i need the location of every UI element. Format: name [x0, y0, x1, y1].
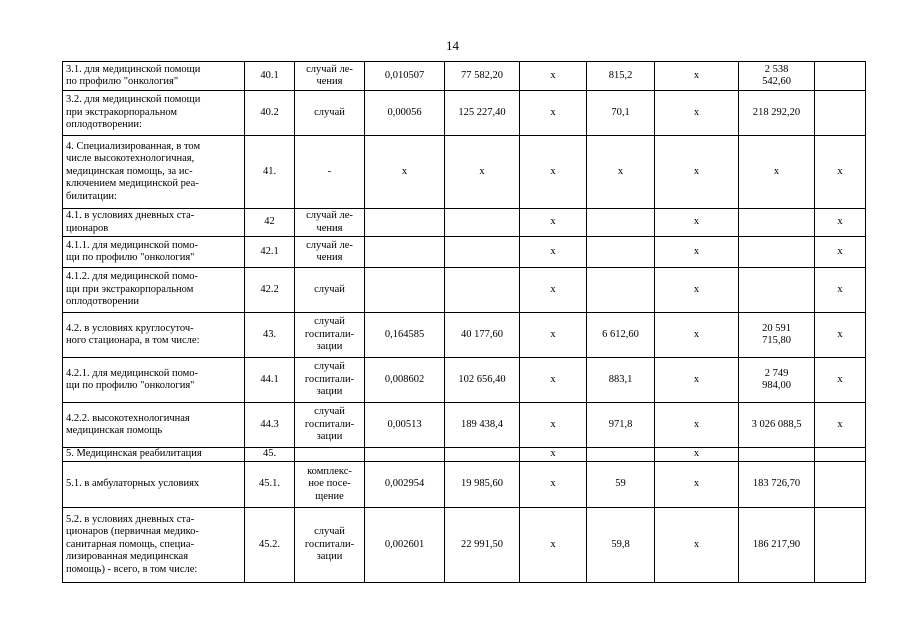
row-number-cell: 40.2: [245, 91, 295, 136]
table-row: [63, 508, 866, 583]
column-9-cell: [739, 237, 815, 268]
cost-value-cell: [445, 268, 520, 313]
row-number-cell: 45.: [245, 448, 295, 462]
norm-value-cell: [365, 448, 445, 462]
column-10-cell: [815, 462, 866, 508]
table-row: [63, 237, 866, 268]
column-10-cell: х: [815, 358, 866, 403]
column-10-cell: [815, 448, 866, 462]
row-label-cell: 5.1. в амбулаторных условиях: [63, 462, 245, 508]
row-number-cell: 45.2.: [245, 508, 295, 583]
cost-value-cell: [445, 209, 520, 237]
column-8-cell: х: [655, 358, 739, 403]
column-6-cell: х: [520, 91, 587, 136]
table-row: [63, 268, 866, 313]
cost-value-cell: [445, 237, 520, 268]
column-8-cell: х: [655, 403, 739, 448]
column-6-cell: х: [520, 358, 587, 403]
table-row: [63, 62, 866, 91]
column-8-cell: х: [655, 62, 739, 91]
column-6-cell: х: [520, 136, 587, 209]
row-label-cell: 4.2. в условиях круглосуточ- ного стационара, в том числе:: [63, 313, 245, 358]
column-6-cell: х: [520, 237, 587, 268]
cost-value-cell: 22 991,50: [445, 508, 520, 583]
row-number-cell: 44.3: [245, 403, 295, 448]
column-7-cell: х: [587, 136, 655, 209]
column-7-cell: 971,8: [587, 403, 655, 448]
row-label-cell: 4.2.1. для медицинской помо- щи по профилю "онкология": [63, 358, 245, 403]
unit-cell: комплекс- ное посе- щение: [295, 462, 365, 508]
norm-value-cell: [365, 209, 445, 237]
norm-value-cell: 0,010507: [365, 62, 445, 91]
column-8-cell: х: [655, 209, 739, 237]
row-number-cell: 45.1.: [245, 462, 295, 508]
unit-cell: случай: [295, 268, 365, 313]
norm-value-cell: 0,00513: [365, 403, 445, 448]
table-row: [63, 313, 866, 358]
column-7-cell: 70,1: [587, 91, 655, 136]
unit-cell: случай госпитали- зации: [295, 403, 365, 448]
column-10-cell: х: [815, 136, 866, 209]
norm-value-cell: [365, 268, 445, 313]
column-9-cell: 218 292,20: [739, 91, 815, 136]
cost-value-cell: 189 438,4: [445, 403, 520, 448]
column-7-cell: [587, 237, 655, 268]
norm-value-cell: 0,008602: [365, 358, 445, 403]
column-9-cell: 2 538 542,60: [739, 62, 815, 91]
column-7-cell: [587, 209, 655, 237]
column-10-cell: [815, 508, 866, 583]
table-row: [63, 462, 866, 508]
column-7-cell: [587, 448, 655, 462]
cost-value-cell: 40 177,60: [445, 313, 520, 358]
row-label-cell: 5.2. в условиях дневных ста- ционаров (первичная медико- санитарная помощь, специа- лизированная медицинская помощь) - всего, в том числе:: [63, 508, 245, 583]
unit-cell: случай госпитали- зации: [295, 508, 365, 583]
row-number-cell: 43.: [245, 313, 295, 358]
cost-value-cell: х: [445, 136, 520, 209]
table-row: [63, 448, 866, 462]
unit-cell: -: [295, 136, 365, 209]
norm-value-cell: х: [365, 136, 445, 209]
column-8-cell: х: [655, 91, 739, 136]
column-7-cell: 6 612,60: [587, 313, 655, 358]
row-number-cell: 42.1: [245, 237, 295, 268]
table-row: [63, 91, 866, 136]
table-row: [63, 209, 866, 237]
column-8-cell: х: [655, 136, 739, 209]
column-8-cell: х: [655, 313, 739, 358]
column-9-cell: [739, 268, 815, 313]
norm-value-cell: 0,00056: [365, 91, 445, 136]
column-10-cell: х: [815, 268, 866, 313]
row-label-cell: 4.1.2. для медицинской помо- щи при экстракорпоральном оплодотворении: [63, 268, 245, 313]
page-number: 14: [446, 38, 459, 53]
column-6-cell: х: [520, 448, 587, 462]
row-label-cell: 4.2.2. высокотехнологичная медицинская помощь: [63, 403, 245, 448]
column-9-cell: 2 749 984,00: [739, 358, 815, 403]
row-number-cell: 40.1: [245, 62, 295, 91]
row-number-cell: 41.: [245, 136, 295, 209]
column-9-cell: 186 217,90: [739, 508, 815, 583]
unit-cell: случай ле- чения: [295, 209, 365, 237]
column-9-cell: [739, 209, 815, 237]
cost-value-cell: 125 227,40: [445, 91, 520, 136]
column-10-cell: х: [815, 313, 866, 358]
column-7-cell: [587, 268, 655, 313]
column-10-cell: х: [815, 403, 866, 448]
row-label-cell: 4.1.1. для медицинской помо- щи по профилю "онкология": [63, 237, 245, 268]
column-8-cell: х: [655, 508, 739, 583]
column-7-cell: 883,1: [587, 358, 655, 403]
cost-value-cell: 77 582,20: [445, 62, 520, 91]
unit-cell: случай ле- чения: [295, 62, 365, 91]
unit-cell: случай: [295, 91, 365, 136]
column-10-cell: [815, 62, 866, 91]
column-9-cell: 3 026 088,5: [739, 403, 815, 448]
data-table: [62, 61, 866, 583]
column-6-cell: х: [520, 209, 587, 237]
cost-value-cell: 102 656,40: [445, 358, 520, 403]
unit-cell: случай госпитали- зации: [295, 358, 365, 403]
column-6-cell: х: [520, 313, 587, 358]
column-8-cell: х: [655, 462, 739, 508]
row-label-cell: 4. Специализированная, в том числе высокотехнологичная, медицинская помощь, за ис- ключением медицинской реа- билитации:: [63, 136, 245, 209]
cost-value-cell: 19 985,60: [445, 462, 520, 508]
column-7-cell: 59,8: [587, 508, 655, 583]
column-9-cell: 20 591 715,80: [739, 313, 815, 358]
column-10-cell: х: [815, 237, 866, 268]
column-7-cell: 815,2: [587, 62, 655, 91]
column-6-cell: х: [520, 268, 587, 313]
cost-value-cell: [445, 448, 520, 462]
row-number-cell: 44.1: [245, 358, 295, 403]
unit-cell: случай госпитали- зации: [295, 313, 365, 358]
column-9-cell: [739, 448, 815, 462]
column-6-cell: х: [520, 403, 587, 448]
norm-value-cell: [365, 237, 445, 268]
column-10-cell: [815, 91, 866, 136]
row-number-cell: 42.2: [245, 268, 295, 313]
column-6-cell: х: [520, 462, 587, 508]
column-9-cell: 183 726,70: [739, 462, 815, 508]
row-number-cell: 42: [245, 209, 295, 237]
table-row: [63, 403, 866, 448]
column-8-cell: х: [655, 268, 739, 313]
unit-cell: случай ле- чения: [295, 237, 365, 268]
row-label-cell: 5. Медицинская реабилитация: [63, 448, 245, 462]
column-10-cell: х: [815, 209, 866, 237]
column-8-cell: х: [655, 237, 739, 268]
column-6-cell: х: [520, 62, 587, 91]
row-label-cell: 3.1. для медицинской помощи по профилю "онкология": [63, 62, 245, 91]
unit-cell: [295, 448, 365, 462]
table-body: [63, 62, 866, 583]
norm-value-cell: 0,002954: [365, 462, 445, 508]
table-row: [63, 136, 866, 209]
table-row: [63, 358, 866, 403]
column-6-cell: х: [520, 508, 587, 583]
row-label-cell: 3.2. для медицинской помощи при экстракорпоральном оплодотворении:: [63, 91, 245, 136]
column-7-cell: 59: [587, 462, 655, 508]
norm-value-cell: 0,002601: [365, 508, 445, 583]
norm-value-cell: 0,164585: [365, 313, 445, 358]
column-9-cell: х: [739, 136, 815, 209]
row-label-cell: 4.1. в условиях дневных ста- ционаров: [63, 209, 245, 237]
column-8-cell: х: [655, 448, 739, 462]
